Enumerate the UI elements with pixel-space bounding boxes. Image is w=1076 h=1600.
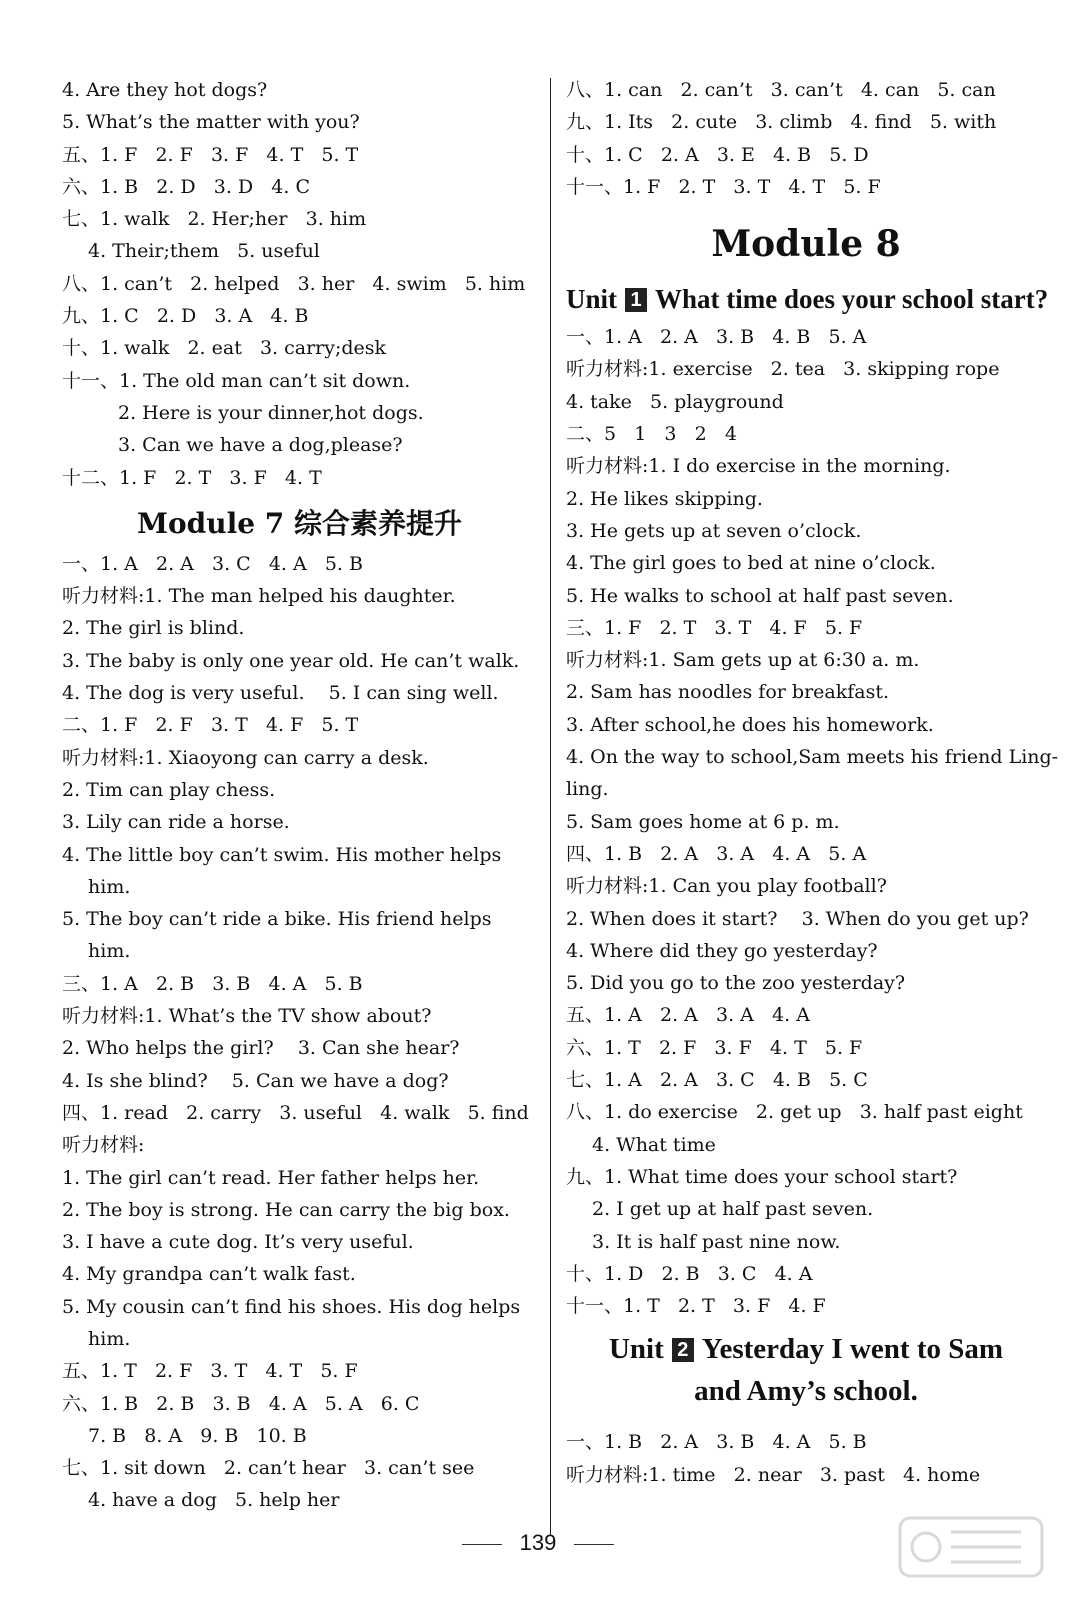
answer-line: 2. I get up at half past seven. xyxy=(592,1198,874,1221)
answer-line: 4. The little boy can’t swim. His mother helps xyxy=(62,843,502,866)
answer-line: 4. Is she blind? 5. Can we have a dog? xyxy=(62,1069,449,1092)
answer-line: 听力材料:1. Sam gets up at 6:30 a. m. xyxy=(566,649,920,672)
answer-line: 4. Where did they go yesterday? xyxy=(566,939,878,962)
answer-line: 3. After school,he does his homework. xyxy=(566,713,934,736)
unit2-heading-line2: and Amy’s school. xyxy=(694,1375,918,1408)
answer-line: 五、1. A 2. A 3. A 4. A xyxy=(566,1004,810,1027)
answer-line: 4. The girl goes to bed at nine o’clock. xyxy=(566,552,936,575)
answer-line: 7. B 8. A 9. B 10. B xyxy=(88,1424,307,1447)
answer-line: 4. Are they hot dogs? xyxy=(62,79,268,101)
answer-line: ling. xyxy=(566,778,609,801)
unit1-answers xyxy=(566,321,1059,1322)
answer-line: 4. The dog is very useful. 5. I can sing well. xyxy=(62,682,499,705)
answer-line: 4. Their;them 5. useful xyxy=(88,240,320,263)
answer-line: 二、1. F 2. F 3. T 4. F 5. T xyxy=(62,714,359,737)
answer-line: 2. Sam has noodles for breakfast. xyxy=(566,681,890,704)
unit2-answers xyxy=(566,1426,1046,1491)
right-column xyxy=(566,74,1059,1491)
answer-line: 4. My grandpa can’t walk fast. xyxy=(62,1263,356,1286)
answer-line: 4. What time xyxy=(592,1133,716,1156)
answer-line: 3. He gets up at seven o’clock. xyxy=(566,519,862,542)
answer-line: 十一、1. The old man can’t sit down. xyxy=(62,369,411,392)
answer-line: 十、1. walk 2. eat 3. carry;desk xyxy=(62,337,387,360)
module7-summary-heading: Module 7 综合素养提升 xyxy=(136,506,463,540)
unit1-heading xyxy=(566,277,1049,321)
answer-line: 2. Who helps the girl? 3. Can she hear? xyxy=(62,1037,460,1060)
answer-line: 听力材料:1. Xiaoyong can carry a desk. xyxy=(62,746,429,769)
answer-line: 听力材料:1. Can you play football? xyxy=(566,875,887,898)
answer-line: 听力材料: xyxy=(62,1134,145,1157)
answer-line: 二、5 1 3 2 4 xyxy=(566,423,737,446)
module8-title: Module 8 xyxy=(711,223,901,266)
answer-line: 5. Did you go to the zoo yesterday? xyxy=(566,972,906,995)
answer-line: 一、1. B 2. A 3. B 4. A 5. B xyxy=(566,1431,867,1454)
answer-line: 三、1. A 2. B 3. B 4. A 5. B xyxy=(62,972,363,995)
answer-line: 九、1. Its 2. cute 3. climb 4. find 5. with xyxy=(566,111,997,134)
answer-line: 3. The baby is only one year old. He can’t walk. xyxy=(62,649,520,672)
answer-line: him. xyxy=(88,940,131,963)
right-top-answers xyxy=(566,74,1046,203)
answer-line: 听力材料:1. What’s the TV show about? xyxy=(62,1005,432,1028)
answer-line: 5. He walks to school at half past seven. xyxy=(566,584,954,607)
answer-line: 三、1. F 2. T 3. T 4. F 5. F xyxy=(566,616,863,639)
answer-line: 听力材料:1. I do exercise in the morning. xyxy=(566,455,951,478)
answer-line: 十一、1. T 2. T 3. F 4. F xyxy=(566,1295,826,1318)
unit2-prefix: Unit xyxy=(608,1333,664,1366)
answer-line: 七、1. sit down 2. can’t hear 3. can’t see xyxy=(62,1457,475,1480)
answer-line: 5. The boy can’t ride a bike. His friend helps xyxy=(62,908,492,931)
watermark-logo-icon xyxy=(896,1512,1046,1582)
answer-line: 十、1. D 2. B 3. C 4. A xyxy=(566,1262,813,1285)
answer-line: 十、1. C 2. A 3. E 4. B 5. D xyxy=(566,143,869,166)
answer-line: 5. Sam goes home at 6 p. m. xyxy=(566,810,840,833)
answer-line: 六、1. B 2. B 3. B 4. A 5. A 6. C xyxy=(62,1392,420,1415)
answer-line: 一、1. A 2. A 3. B 4. B 5. A xyxy=(566,326,867,349)
unit2-heading-line1 xyxy=(566,1328,1046,1370)
answer-line: 四、1. B 2. A 3. A 4. A 5. A xyxy=(566,842,867,865)
answer-line: 3. I have a cute dog. It’s very useful. xyxy=(62,1231,414,1254)
answer-line: 5. My cousin can’t find his shoes. His dog helps xyxy=(62,1295,521,1318)
answer-line: him. xyxy=(88,875,131,898)
answer-line: 4. take 5. playground xyxy=(566,390,784,413)
answer-line: 4. have a dog 5. help her xyxy=(88,1489,340,1512)
answer-line: 七、1. walk 2. Her;her 3. him xyxy=(62,208,367,231)
answer-line: 五、1. F 2. F 3. F 4. T 5. T xyxy=(62,143,359,166)
left-column xyxy=(62,74,537,1517)
answer-line: 六、1. B 2. D 3. D 4. C xyxy=(62,175,310,198)
answer-line: 九、1. C 2. D 3. A 4. B xyxy=(62,305,309,328)
column-divider xyxy=(550,78,551,1536)
answer-line: 2. The boy is strong. He can carry the big box. xyxy=(62,1198,510,1221)
unit1-prefix: Unit xyxy=(566,284,618,315)
answer-line: 3. Can we have a dog,please? xyxy=(118,434,403,457)
answer-line: 十一、1. F 2. T 3. T 4. T 5. F xyxy=(566,175,881,198)
answer-line: 2. Here is your dinner,hot dogs. xyxy=(118,401,424,424)
answer-line: 听力材料:1. The man helped his daughter. xyxy=(62,585,456,608)
answer-line: 2. He likes skipping. xyxy=(566,487,763,510)
answer-line: 七、1. A 2. A 3. C 4. B 5. C xyxy=(566,1069,868,1092)
answer-line: 2. Tim can play chess. xyxy=(62,778,276,801)
page-number-text: 139 xyxy=(519,1530,557,1555)
answer-line: 4. On the way to school,Sam meets his friend Ling- xyxy=(566,746,1059,769)
answer-line: 四、1. read 2. carry 3. useful 4. walk 5. find xyxy=(62,1101,529,1124)
answer-line: 六、1. T 2. F 3. F 4. T 5. F xyxy=(566,1036,863,1059)
unit1-number-box: 1 xyxy=(625,288,647,312)
page-number-dash-right xyxy=(574,1544,614,1545)
answer-line: 八、1. can’t 2. helped 3. her 4. swim 5. him xyxy=(62,272,526,295)
answer-line: 五、1. T 2. F 3. T 4. T 5. F xyxy=(62,1360,358,1383)
answer-line: 3. It is half past nine now. xyxy=(592,1230,841,1253)
answer-line: 2. When does it start? 3. When do you get up? xyxy=(566,907,1029,930)
answer-line: 八、1. do exercise 2. get up 3. half past eight xyxy=(566,1101,1023,1124)
unit1-title: What time does your school start? xyxy=(655,284,1049,315)
answer-line: 八、1. can 2. can’t 3. can’t 4. can 5. can xyxy=(566,79,996,101)
answer-line: 1. The girl can’t read. Her father helps her. xyxy=(62,1166,480,1189)
unit2-title-line1: Yesterday I went to Sam xyxy=(701,1333,1004,1366)
answer-line: 一、1. A 2. A 3. C 4. A 5. B xyxy=(62,552,363,575)
answer-line: 3. Lily can ride a horse. xyxy=(62,811,290,834)
unit2-number-box: 2 xyxy=(672,1338,694,1362)
answer-line: 九、1. What time does your school start? xyxy=(566,1165,958,1188)
answer-line: 听力材料:1. time 2. near 3. past 4. home xyxy=(566,1463,981,1486)
page-number-dash-left xyxy=(462,1544,502,1545)
answer-line: 听力材料:1. exercise 2. tea 3. skipping rope xyxy=(566,358,1000,381)
answer-line: him. xyxy=(88,1327,131,1350)
answer-line: 十二、1. F 2. T 3. F 4. T xyxy=(62,466,322,489)
answer-line: 2. The girl is blind. xyxy=(62,617,245,640)
answer-line: 5. What’s the matter with you? xyxy=(62,111,360,134)
